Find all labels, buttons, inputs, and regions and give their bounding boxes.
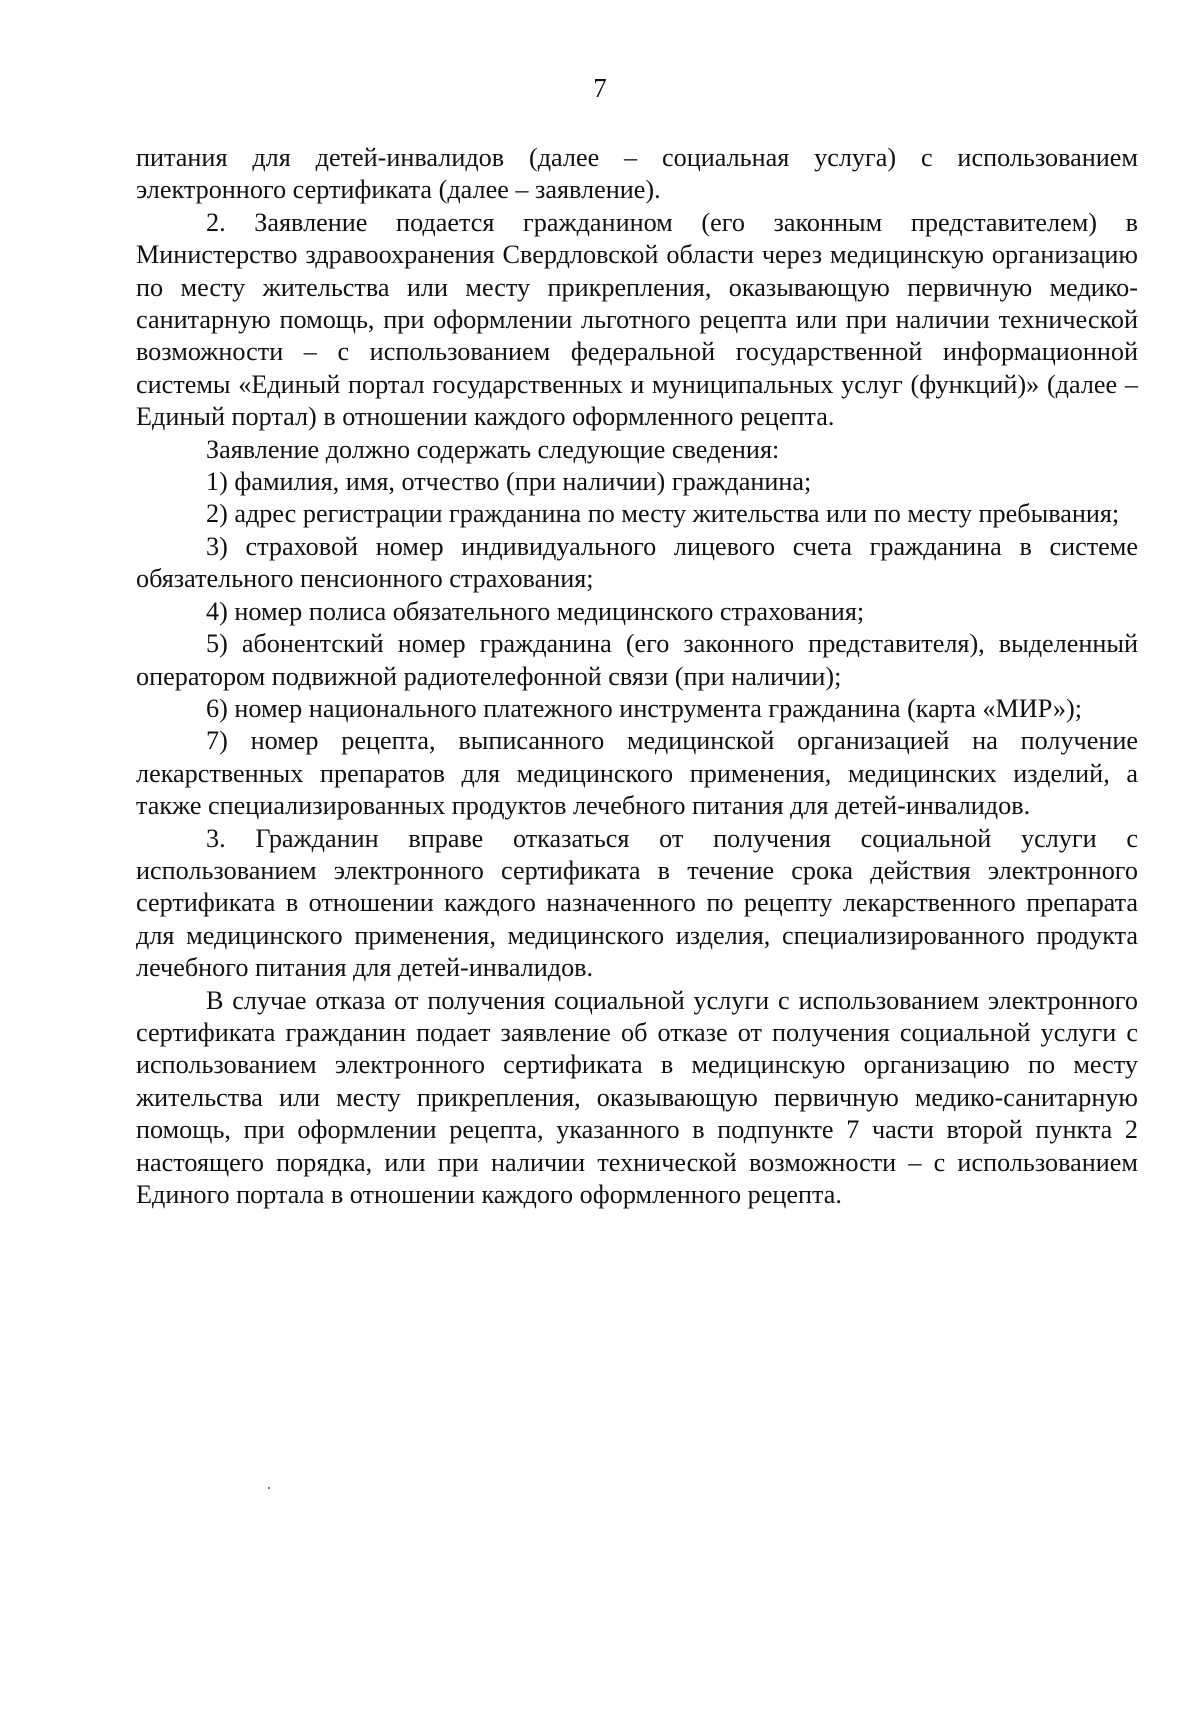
list-item-4: 4) номер полиса обязательного медицинского страхования; [206,596,865,626]
list-item-5: 5) абонентский номер гражданина (его законного представителя), выделенный оператором подвижной радиотелефонной связи (при наличии); [136,629,1138,691]
list-item-6: 6) номер национального платежного инструмента гражданина (карта «МИР»); [206,693,1083,723]
page-number: 7 [593,73,607,103]
paragraph-item-3: 3. Гражданин вправе отказаться от получения социальной услуги с использованием электронного сертификата в течение срока действия электронного сертификата в отношении каждого назначенного по рецепту лекарственного препарата для медицинского применения, медицинского изделия, специализированного продукта лечебного питания для детей-инвалидов. [136,823,1138,983]
paragraph-item-2: 2. Заявление подается гражданином (его законным представителем) в Министерство здравоохранения Свердловской области через медицинскую организацию по месту жительства или месту прикрепления, оказывающую первичную медико-санитарную помощь, при оформлении льготного рецепта или при наличии технической возможности – с использованием федеральной государственной информационной системы «Единый портал государственных и муниципальных услуг (функций)» (далее – Единый портал) в отношении каждого оформленного рецепта. [136,207,1138,432]
list-item-7: 7) номер рецепта, выписанного медицинской организацией на получение лекарственных препаратов для медицинского применения, медицинских изделий, а также специализированных продуктов лечебного питания для детей-инвалидов. [136,726,1138,821]
paragraph-application-contents: Заявление должно содержать следующие сведения: [206,434,780,464]
paragraph-continuation: питания для детей-инвалидов (далее – социальная услуга) с использованием электронного сертификата (далее – заявление). [136,143,1138,205]
document-body [136,142,1138,1211]
list-item-2: 2) адрес регистрации гражданина по месту жительства или по месту пребывания; [206,499,1120,529]
list-item-1: 1) фамилия, имя, отчество (при наличии) гражданина; [206,467,812,497]
paragraph-refusal: В случае отказа от получения социальной услуги с использованием электронного сертификата гражданин подает заявление об отказе от получения социальной услуги с использованием электронного сертификата в медицинскую организацию по месту жительства или месту прикрепления, оказывающую первичную медико-санитарную помощь, при оформлении рецепта, указанного в подпункте 7 части второй пункта 2 настоящего порядка, или при наличии технической возможности – с использованием Единого портала в отношении каждого оформленного рецепта. [136,985,1138,1209]
scan-speck [268,1487,270,1489]
list-item-3: 3) страховой номер индивидуального лицевого счета гражданина в системе обязательного пенсионного страхования; [136,531,1138,594]
